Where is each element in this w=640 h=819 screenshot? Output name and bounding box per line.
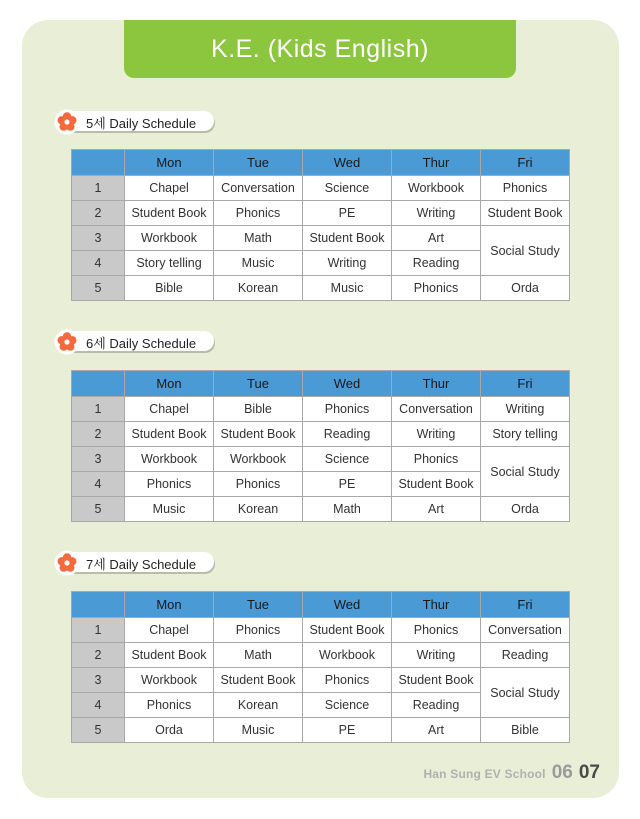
class-cell: Science — [303, 176, 392, 201]
header-cell: Fri — [481, 150, 570, 176]
class-cell: Phonics — [125, 693, 214, 718]
class-cell: Story telling — [125, 251, 214, 276]
class-cell: Student Book — [125, 201, 214, 226]
schedule-table-6 — [71, 370, 570, 522]
header-cell: Mon — [125, 592, 214, 618]
header-cell: Tue — [214, 592, 303, 618]
class-cell: Writing — [392, 422, 481, 447]
class-cell: Reading — [303, 422, 392, 447]
period-number: 5 — [72, 497, 125, 522]
class-cell: Conversation — [392, 397, 481, 422]
header-cell: Thur — [392, 150, 481, 176]
header-cell: Wed — [303, 371, 392, 397]
class-cell: Phonics — [303, 668, 392, 693]
schedule-table-7 — [71, 591, 570, 743]
period-number: 1 — [72, 618, 125, 643]
class-cell: Chapel — [125, 618, 214, 643]
class-cell: Orda — [481, 497, 570, 522]
header-cell: Fri — [481, 592, 570, 618]
school-name: Han Sung EV School — [423, 767, 546, 781]
header-cell: Wed — [303, 150, 392, 176]
class-cell: Phonics — [392, 618, 481, 643]
header-cell: Fri — [481, 371, 570, 397]
flower-icon — [54, 109, 80, 135]
class-cell: Phonics — [214, 472, 303, 497]
class-cell: Conversation — [481, 618, 570, 643]
table-row — [72, 718, 570, 743]
schedule-label-5 — [54, 110, 197, 134]
class-cell: Phonics — [303, 397, 392, 422]
header-cell: Mon — [125, 150, 214, 176]
class-cell: Music — [125, 497, 214, 522]
period-number: 4 — [72, 472, 125, 497]
class-cell: Korean — [214, 276, 303, 301]
table-row — [72, 176, 570, 201]
class-cell: Phonics — [481, 176, 570, 201]
header-cell: Mon — [125, 371, 214, 397]
period-number: 3 — [72, 447, 125, 472]
class-cell: Science — [303, 693, 392, 718]
header-row — [72, 371, 570, 397]
class-cell-merged: Social Study — [481, 226, 570, 276]
header-row — [72, 592, 570, 618]
class-cell: Reading — [392, 693, 481, 718]
class-cell: Workbook — [125, 226, 214, 251]
class-cell: Student Book — [392, 472, 481, 497]
schedule-table-5 — [71, 149, 570, 301]
class-cell: Conversation — [214, 176, 303, 201]
header-cell: Wed — [303, 592, 392, 618]
page-title: K.E. (Kids English) — [124, 20, 516, 78]
class-cell: Student Book — [303, 618, 392, 643]
class-cell: PE — [303, 201, 392, 226]
class-cell: Bible — [214, 397, 303, 422]
period-number: 4 — [72, 693, 125, 718]
schedule-label-7 — [54, 551, 197, 575]
class-cell: Phonics — [214, 201, 303, 226]
table-row — [72, 497, 570, 522]
class-cell: Student Book — [125, 422, 214, 447]
class-cell: Music — [214, 251, 303, 276]
class-cell: Korean — [214, 497, 303, 522]
class-cell: Chapel — [125, 397, 214, 422]
class-cell: Bible — [125, 276, 214, 301]
header-cell: Tue — [214, 150, 303, 176]
flower-icon — [54, 550, 80, 576]
class-cell: Bible — [481, 718, 570, 743]
page-footer — [423, 762, 600, 784]
class-cell: Workbook — [125, 447, 214, 472]
table-row — [72, 226, 570, 251]
table-row — [72, 422, 570, 447]
table-row — [72, 397, 570, 422]
schedule-label-text: 5세 Daily Schedule — [86, 115, 197, 131]
period-number: 4 — [72, 251, 125, 276]
period-number: 2 — [72, 201, 125, 226]
class-cell: Phonics — [214, 618, 303, 643]
class-cell: Orda — [125, 718, 214, 743]
class-cell: Student Book — [214, 422, 303, 447]
class-cell: Workbook — [214, 447, 303, 472]
page-number-left: 06 — [551, 762, 573, 783]
period-number: 3 — [72, 226, 125, 251]
period-number: 1 — [72, 176, 125, 201]
class-cell: Chapel — [125, 176, 214, 201]
header-cell: Thur — [392, 592, 481, 618]
page-number-right: 07 — [578, 762, 600, 783]
class-cell: Music — [303, 276, 392, 301]
class-cell: Reading — [392, 251, 481, 276]
table-row — [72, 618, 570, 643]
header-row — [72, 150, 570, 176]
period-number: 5 — [72, 718, 125, 743]
period-number: 3 — [72, 668, 125, 693]
period-number: 5 — [72, 276, 125, 301]
header-corner — [72, 371, 125, 397]
class-cell: Phonics — [125, 472, 214, 497]
table-row — [72, 668, 570, 693]
class-cell: Korean — [214, 693, 303, 718]
class-cell: Workbook — [303, 643, 392, 668]
class-cell: Workbook — [392, 176, 481, 201]
table-row — [72, 201, 570, 226]
class-cell: Art — [392, 497, 481, 522]
class-cell: Reading — [481, 643, 570, 668]
class-cell: Student Book — [392, 668, 481, 693]
class-cell: Workbook — [125, 668, 214, 693]
class-cell: Student Book — [125, 643, 214, 668]
period-number: 2 — [72, 643, 125, 668]
class-cell: Art — [392, 718, 481, 743]
header-corner — [72, 592, 125, 618]
table-row — [72, 276, 570, 301]
class-cell-merged: Social Study — [481, 447, 570, 497]
class-cell: Orda — [481, 276, 570, 301]
table-row — [72, 447, 570, 472]
class-cell: Math — [214, 226, 303, 251]
class-cell: Math — [303, 497, 392, 522]
class-cell: Phonics — [392, 276, 481, 301]
flower-icon — [54, 329, 80, 355]
class-cell: Student Book — [214, 668, 303, 693]
class-cell: Writing — [392, 201, 481, 226]
class-cell-merged: Social Study — [481, 668, 570, 718]
header-cell: Tue — [214, 371, 303, 397]
class-cell: Writing — [303, 251, 392, 276]
class-cell: Phonics — [392, 447, 481, 472]
header-cell: Thur — [392, 371, 481, 397]
table-row — [72, 643, 570, 668]
class-cell: Writing — [392, 643, 481, 668]
class-cell: Story telling — [481, 422, 570, 447]
header-corner — [72, 150, 125, 176]
class-cell: Math — [214, 643, 303, 668]
class-cell: Music — [214, 718, 303, 743]
schedule-label-6 — [54, 330, 197, 354]
class-cell: Student Book — [481, 201, 570, 226]
class-cell: Science — [303, 447, 392, 472]
period-number: 2 — [72, 422, 125, 447]
class-cell: PE — [303, 472, 392, 497]
class-cell: PE — [303, 718, 392, 743]
period-number: 1 — [72, 397, 125, 422]
schedule-label-text: 6세 Daily Schedule — [86, 335, 197, 351]
class-cell: Student Book — [303, 226, 392, 251]
schedule-label-text: 7세 Daily Schedule — [86, 556, 197, 572]
class-cell: Writing — [481, 397, 570, 422]
class-cell: Art — [392, 226, 481, 251]
